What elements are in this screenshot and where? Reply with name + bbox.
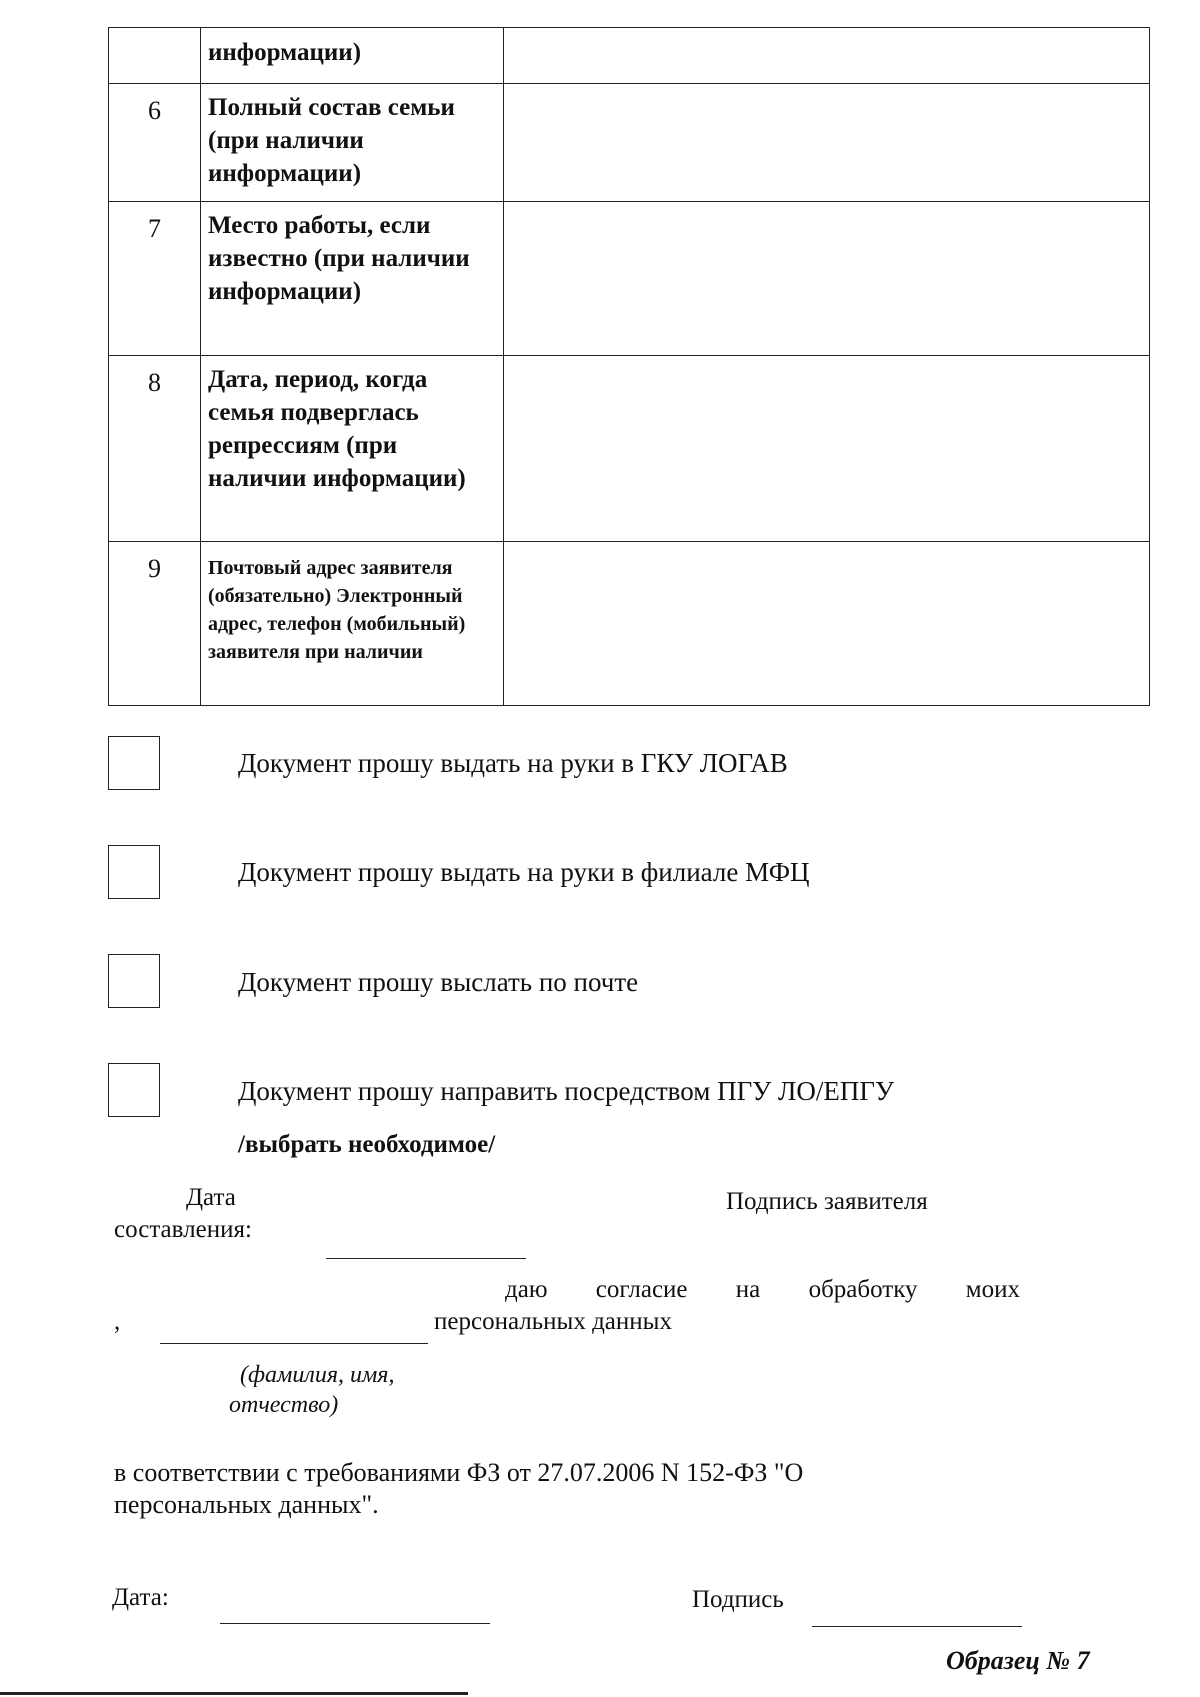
consent-comma: , — [114, 1308, 121, 1335]
row-number — [109, 28, 201, 84]
law-text: персональных данных". — [114, 1490, 379, 1519]
request-form-table — [108, 27, 1150, 706]
row-label: Почтовый адрес заявителя (обязательно) Электронный адрес, телефон (мобильный) заявителя при наличии — [201, 542, 504, 706]
option-label: Документ прошу направить посредством ПГУ ЛО/ЕПГУ — [238, 1076, 895, 1106]
applicant-signature-label: Подпись заявителя — [726, 1188, 928, 1215]
row-number: 6 — [109, 84, 201, 202]
fio-hint: (фамилия, имя, — [240, 1362, 395, 1388]
option-label: Документ прошу выдать на руки в филиале МФЦ — [238, 857, 810, 887]
row-label: Полный состав семьи (при наличии информации) — [201, 84, 504, 202]
signature-label: Подпись — [692, 1586, 784, 1613]
table-row — [109, 202, 1150, 356]
law-text: в соответствии с требованиями ФЗ от 27.07.2006 N 152-ФЗ "О — [114, 1458, 804, 1487]
date-compiled-label: составления: — [114, 1216, 252, 1243]
row-label: информации) — [201, 28, 504, 84]
consent-text: персональных данных — [434, 1308, 672, 1335]
option-checkbox-mfc[interactable] — [108, 845, 160, 899]
row-label: Место работы, если известно (при наличии информации) — [201, 202, 504, 356]
row-value-field[interactable] — [504, 202, 1150, 356]
fio-hint: отчество) — [229, 1392, 339, 1418]
signature-line[interactable] — [812, 1626, 1022, 1627]
date-label: Дата: — [112, 1584, 169, 1611]
option-checkbox-post[interactable] — [108, 954, 160, 1008]
table-row — [109, 356, 1150, 542]
table-row — [109, 84, 1150, 202]
option-label: Документ прошу выдать на руки в ГКУ ЛОГАВ — [238, 748, 788, 778]
date-compiled-line[interactable] — [326, 1258, 526, 1259]
row-number: 8 — [109, 356, 201, 542]
consent-text: даю согласие на обработку моих — [505, 1276, 1020, 1303]
option-checkbox-pgu[interactable] — [108, 1063, 160, 1117]
row-number: 7 — [109, 202, 201, 356]
fio-line[interactable] — [160, 1343, 428, 1344]
row-value-field[interactable] — [504, 542, 1150, 706]
row-value-field[interactable] — [504, 356, 1150, 542]
row-value-field[interactable] — [504, 28, 1150, 84]
choose-note: /выбрать необходимое/ — [238, 1131, 496, 1158]
table-row — [109, 542, 1150, 706]
row-number: 9 — [109, 542, 201, 706]
option-label: Документ прошу выслать по почте — [238, 967, 639, 997]
sample-label: Образец № 7 — [946, 1646, 1090, 1675]
date-compiled-label: Дата — [186, 1184, 236, 1211]
row-label: Дата, период, когда семья подверглась репрессиям (при наличии информации) — [201, 356, 504, 542]
option-checkbox-gku-logav[interactable] — [108, 736, 160, 790]
scan-edge-line — [0, 1692, 468, 1695]
table-row — [109, 28, 1150, 84]
row-value-field[interactable] — [504, 84, 1150, 202]
date-line[interactable] — [220, 1623, 490, 1624]
